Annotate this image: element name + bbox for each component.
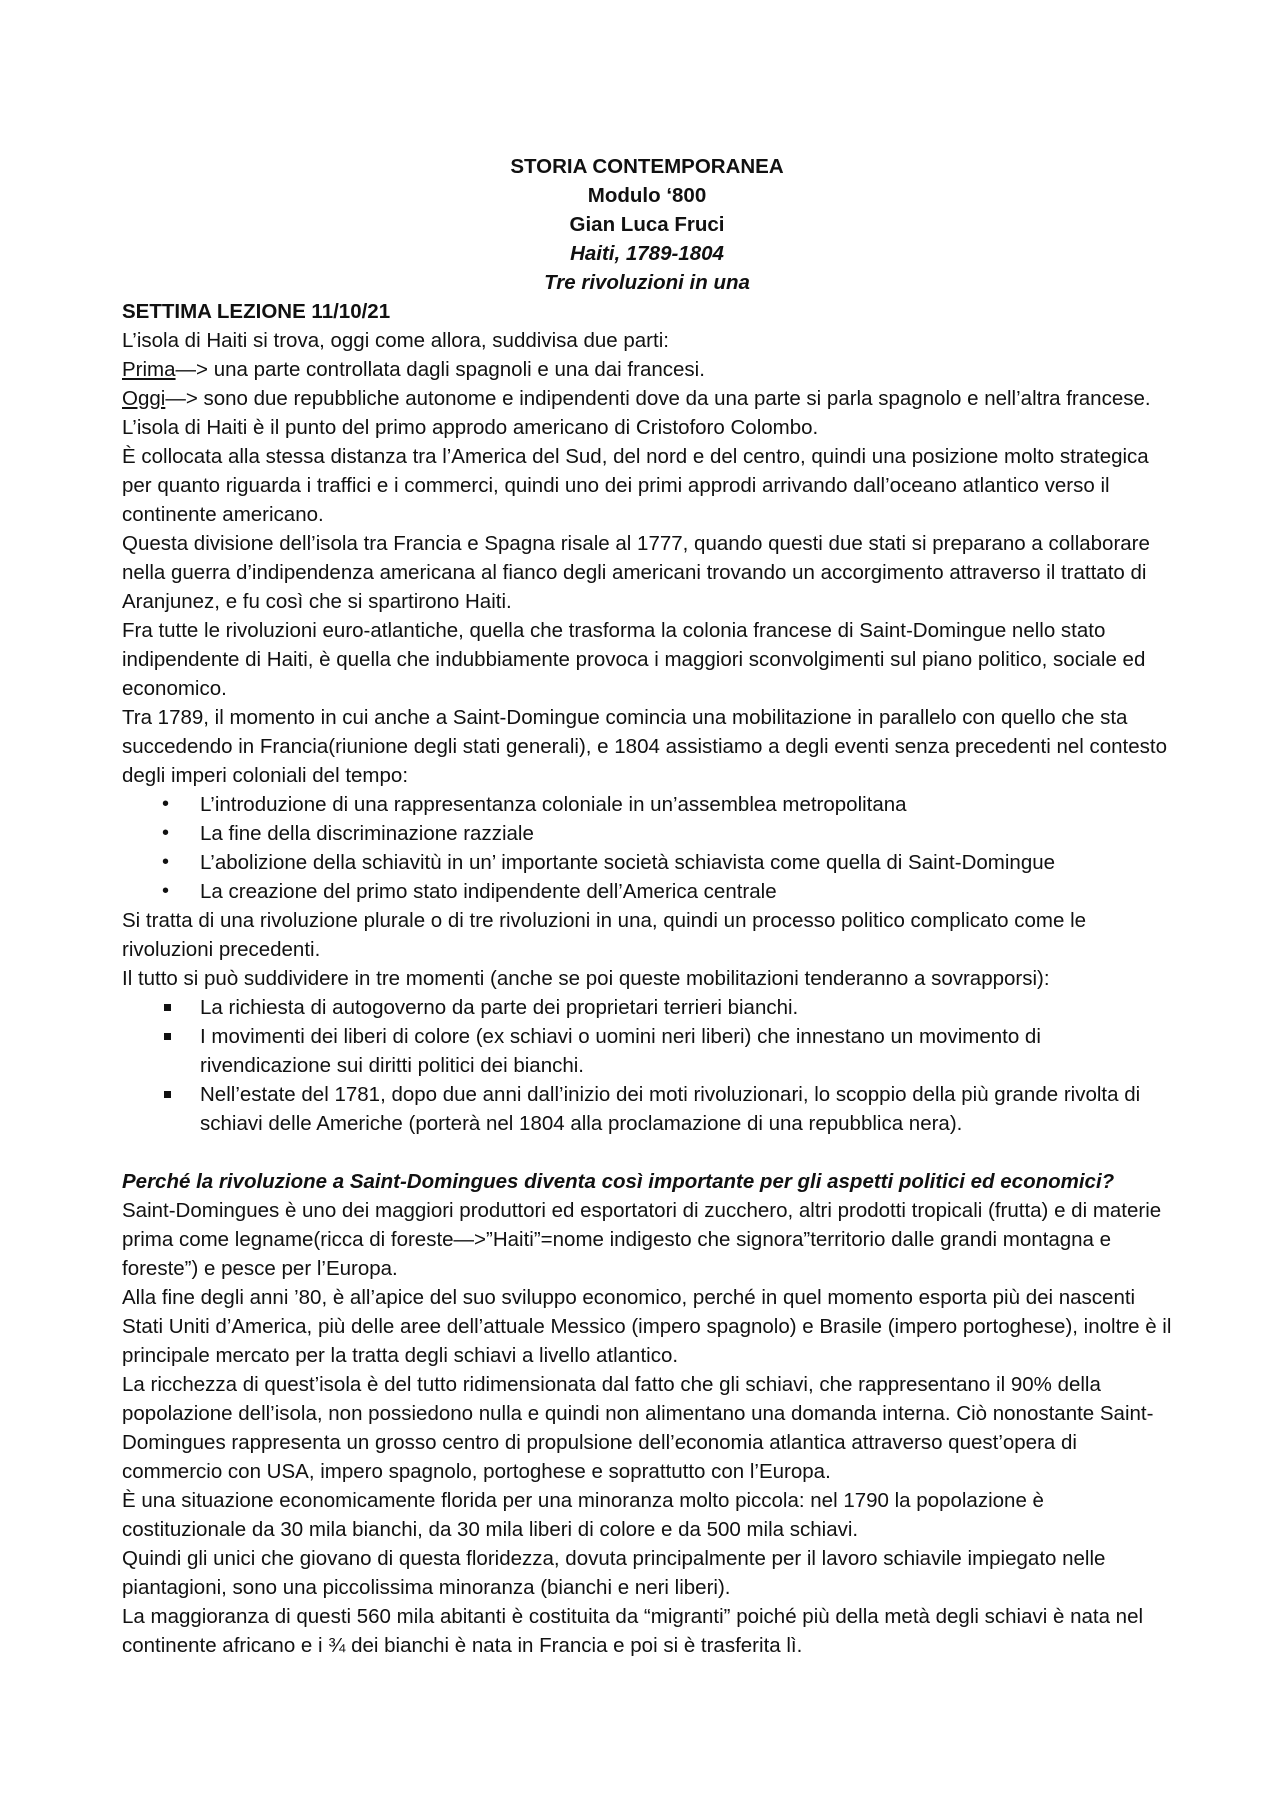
list-item: • L’introduzione di una rappresentanza coloniale in un’assemblea metropolitana (122, 790, 1172, 819)
section-question: Perché la rivoluzione a Saint-Domingues diventa così importante per gli aspetti politici ed economici? (122, 1170, 1115, 1193)
course-title: STORIA CONTEMPORANEA (510, 155, 784, 178)
paragraph-minority: Quindi gli unici che giovano di questa floridezza, dovuta principalmente per il lavoro schiavile impiegato nelle piantagioni, sono una piccolissima minoranza (bianchi e neri liberi). (122, 1547, 1106, 1599)
paragraph-division: Questa divisione dell’isola tra Francia e Spagna risale al 1777, quando questi due stati si preparano a collaborare nella guerra d’indipendenza americana al fianco degli americani trovando un accorgimento attraverso il trattato di Aranjunez, e fu così che si spartirono Haiti. (122, 532, 1150, 613)
paragraph-position: È collocata alla stessa distanza tra l’America del Sud, del nord e del centro, quindi una posizione molto strategica per quanto riguarda i traffici e i commerci, quindi uno dei primi approdi arrivando dall’oceano atlantico verso il continente americano. (122, 445, 1149, 526)
list-item: • La creazione del primo stato indipendente dell’America centrale (122, 877, 1172, 906)
spacer (122, 1138, 1172, 1167)
paragraph-population: È una situazione economicamente florida per una minoranza molto piccola: nel 1790 la popolazione è costituzionale da 30 mila bianchi, da 30 mila liberi di colore e da 500 mila schiavi. (122, 1489, 1044, 1541)
paragraph-colombo: L’isola di Haiti è il punto del primo approdo americano di Cristoforo Colombo. (122, 416, 819, 439)
document-page (122, 152, 1172, 1660)
paragraph-revolutions: Fra tutte le rivoluzioni euro-atlantiche, quella che trasforma la colonia francese di Saint-Domingue nello stato indipendente di Haiti, è quella che indubbiamente provoca i maggiori sconvolgimenti sul piano politico, sociale ed economico. (122, 619, 1146, 700)
moments-list (122, 993, 1172, 1138)
list-item: • La fine della discriminazione razziale (122, 819, 1172, 848)
oggi-label: Oggi (122, 387, 166, 410)
paragraph-exports: Saint-Domingues è uno dei maggiori produttori ed esportatori di zucchero, altri prodotti tropicali (frutta) e di materie prima come legname(ricca di foreste—>”Haiti”=nome indigesto che signora”territorio dalle grandi montagna e foreste”) e pesce per l’Europa. (122, 1199, 1162, 1280)
document-subtitle: Tre rivoluzioni in una (544, 271, 750, 294)
paragraph-economic-peak: Alla fine degli anni ’80, è all’apice del suo sviluppo economico, perché in quel momento esporta più dei nascenti Stati Uniti d’America, più delle aree dell’attuale Messico (impero spagnolo) e Brasile (impero portoghese), inoltre è il principale mercato per la tratta degli schiavi a livello atlantico. (122, 1286, 1172, 1367)
prima-text: —> una parte controllata dagli spagnoli e una dai francesi. (175, 358, 705, 381)
prima-label: Prima (122, 358, 176, 381)
paragraph-migrants: La maggioranza di questi 560 mila abitanti è costituita da “migranti” poiché più della metà degli schiavi è nata nel continente africano e i ¾ dei bianchi è nata in Francia e poi si è trasferita lì. (122, 1605, 1144, 1657)
paragraph-oggi (122, 384, 1172, 413)
paragraph-timeline: Tra 1789, il momento in cui anche a Saint-Domingue comincia una mobilitazione in parallelo con quello che sta succedendo in Francia(riunione degli stati generali), e 1804 assistiamo a degli eventi senza precedenti nel contesto degli imperi coloniali del tempo: (122, 706, 1167, 787)
paragraph-intro: L’isola di Haiti si trova, oggi come allora, suddivisa due parti: (122, 329, 669, 352)
events-list (122, 790, 1172, 906)
topic-title: Haiti, 1789-1804 (570, 242, 724, 265)
list-item: Nell’estate del 1781, dopo due anni dall’inizio dei moti rivoluzionari, lo scoppio della più grande rivolta di schiavi delle Americhe (porterà nel 1804 alla proclamazione di una repubblica nera). (122, 1080, 1172, 1138)
paragraph-three-moments: Il tutto si può suddividere in tre momenti (anche se poi queste mobilitazioni tenderanno a sovrapporsi): (122, 967, 1050, 990)
list-item: • L’abolizione della schiavitù in un’ importante società schiavista come quella di Saint-Domingue (122, 848, 1172, 877)
list-item: I movimenti dei liberi di colore (ex schiavi o uomini neri liberi) che innestano un movimento di rivendicazione sui diritti politici dei bianchi. (122, 1022, 1172, 1080)
lesson-title: SETTIMA LEZIONE 11/10/21 (122, 300, 391, 323)
paragraph-wealth: La ricchezza di quest’isola è del tutto ridimensionata dal fatto che gli schiavi, che rappresentano il 90% della popolazione dell’isola, non possiedono nulla e quindi non alimentano una domanda interna. Ciò nonostante Saint-Domingues rappresenta un grosso centro di propulsione dell’economia atlantica attraverso quest’opera di commercio con USA, impero spagnolo, portoghese e soprattutto con l’Europa. (122, 1373, 1154, 1483)
paragraph-plural-revolution: Si tratta di una rivoluzione plurale o di tre rivoluzioni in una, quindi un processo politico complicato come le rivoluzioni precedenti. (122, 909, 1087, 961)
professor-name: Gian Luca Fruci (569, 213, 725, 236)
list-item: La richiesta di autogoverno da parte dei proprietari terrieri bianchi. (122, 993, 1172, 1022)
paragraph-prima (122, 355, 1172, 384)
oggi-text: —> sono due repubbliche autonome e indipendenti dove da una parte si parla spagnolo e nell’altra francese. (165, 387, 1151, 410)
module-title: Modulo ‘800 (587, 184, 707, 207)
